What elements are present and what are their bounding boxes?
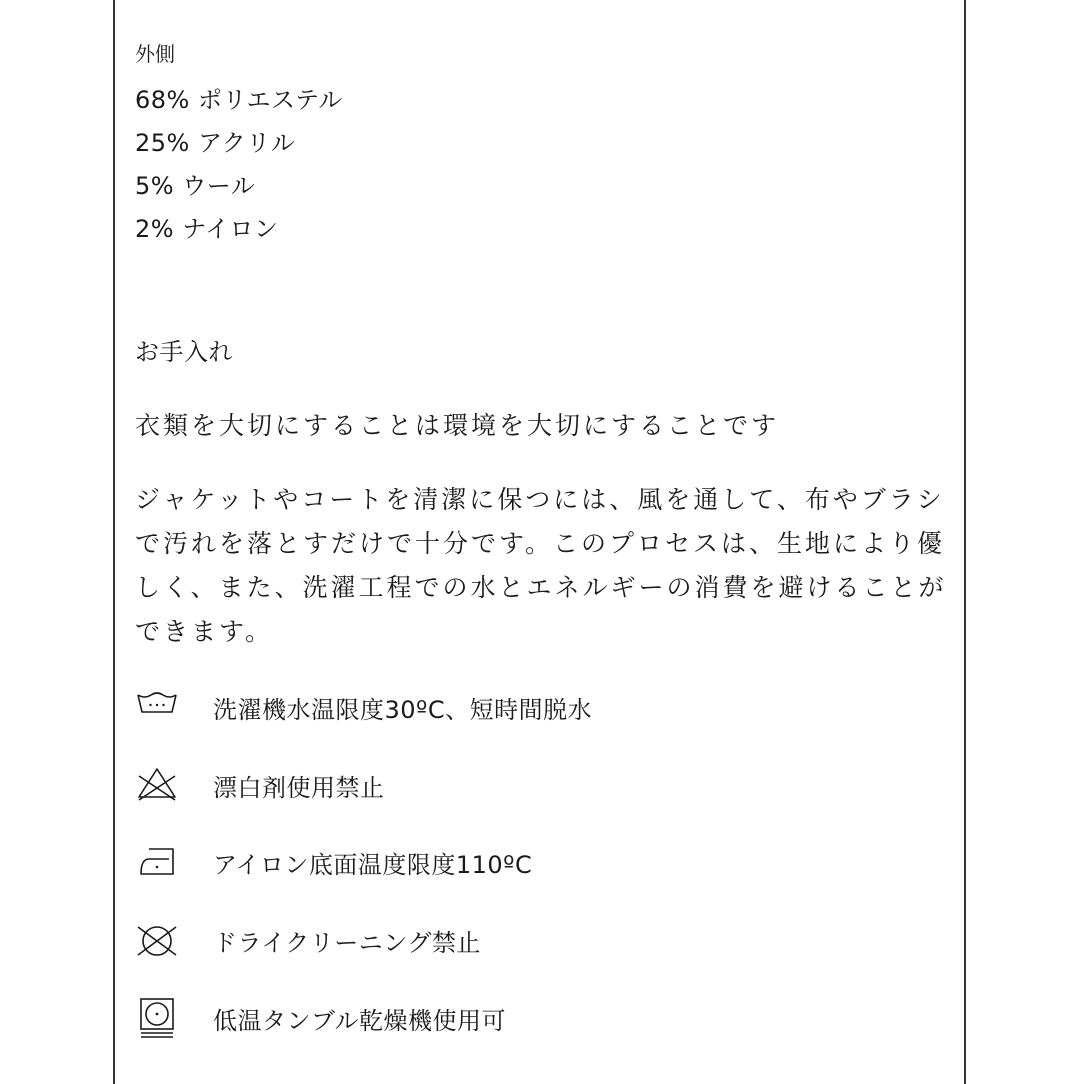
care-instruction-text: 漂白剤使用禁止 [213,774,385,802]
no-bleach-icon [135,764,179,808]
care-paragraph: ジャケットやコートを清潔に保つには、風を通して、布やブラシで汚れを落とすだけで十分です。このプロセスは、生地により優しく、また、洗濯工程での水とエネルギーの消費を避けることができます。 [135,485,947,646]
care-instruction-text: 低温タンブル乾燥機使用可 [213,1007,507,1035]
material-item: 68% ポリエステル [135,86,343,114]
iron-low-icon [135,841,179,885]
care-heading: お手入れ [135,338,233,366]
care-instruction-row [135,997,945,1041]
care-tagline: 衣類を大切にすることは環境を大切にすることです [135,411,780,440]
care-instruction-row [135,841,945,885]
care-instruction-text: 洗濯機水温限度30ºC、短時間脱水 [213,696,593,724]
material-item: 25% アクリル [135,129,296,157]
no-dry-clean-icon [135,919,179,963]
material-item: 2% ナイロン [135,215,279,243]
care-instruction-row [135,919,945,963]
care-instruction-row [135,764,945,808]
product-detail-panel [113,0,966,1084]
care-instruction-row [135,686,945,730]
material-heading: 外側 [135,42,175,66]
tumble-dry-low-icon [135,997,179,1041]
care-instruction-text: ドライクリーニング禁止 [213,929,481,957]
material-item: 5% ウール [135,172,256,200]
care-instruction-text: アイロン底面温度限度110ºC [213,851,533,879]
wash-30-icon [135,686,179,730]
